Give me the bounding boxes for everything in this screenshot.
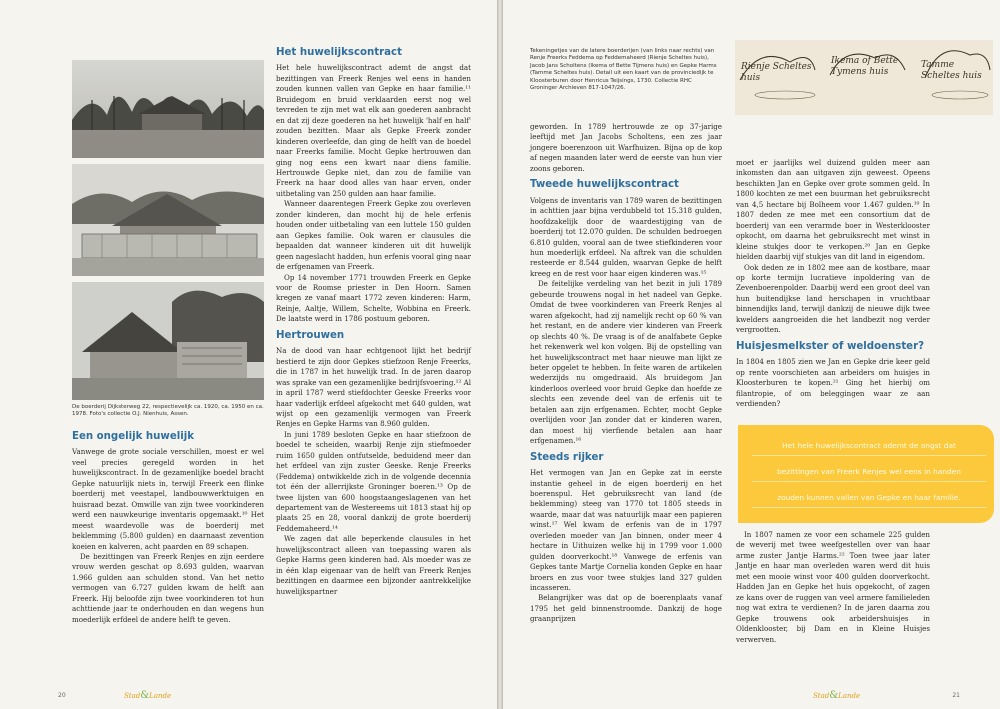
paragraph: Het vermogen van Jan en Gepke zat in eerste instantie geheel in de eigen boerderij en het boerenspul. Het gebruiksrecht van land (de beklemming) steeg van 1770 tot 1805 steeds in waarde, maar dat was natuurlijk maar een papieren winst.¹⁷ Wel kwam de erfenis van de in 1797 overleden moeder van Jan binnen, onder meer 4 hectare in Uithuizen welke hij in 1799 voor 1.000 gulden doorverkocht.¹⁸ Vanwege de erfenis van Gepkes tante Martje Cornelia konden Gepke en haar broers en zus voor twee stukjes land 327 gulden incasseren. — [530, 468, 722, 593]
logo-word-stad: Stad — [124, 692, 141, 700]
paragraph: moet er jaarlijks wel duizend gulden meer aan inkomsten dan aan uitgaven zijn geweest. Opeens beschikten Jan en Gepke over grote sommen geld. In 1800 kochten ze met een buurman het gebruiksrecht van 4,5 hectare bij Bolheem voor 1.467 gulden.¹⁹ In 1807 deden ze mee met een consortium dat de boerderij van een verarmde boer in Westerklooster opkocht, om daarna het gebruiksrecht met winst in kleine stukjes door te verkopen.²⁰ Jan en Gepke hielden daarbij vijf stukjes van dit land in eigendom. — [736, 158, 930, 262]
photo-caption: De boerderij Dijksterweg 22, respectievelijk ca. 1920, ca. 1950 en ca. 1978. Foto's collectie O.J. Nienhuis, Assen. — [72, 404, 264, 418]
logo-ampersand: & — [140, 690, 150, 701]
magazine-logo — [124, 690, 171, 701]
heading-steeds-rijker: Steeds rijker — [530, 451, 604, 463]
pull-quote-line: Het hele huwelijkscontract ademt de angst dat — [752, 441, 986, 456]
paragraph: Wanneer daarentegen Freerk Gepke zou overleven zonder kinderen, dan mocht hij de hele erfenis houden onder uitbetaling van een luttele 150 gulden aan Gepkes familie. Ook waren er clausules die bepaalden dat wanneer kinderen uit dit huwelijk geen nageslacht hadden, hun erfenis vooral ging naar de erfgenamen van Freerk. — [276, 199, 471, 272]
paragraph: In 1807 namen ze voor een schamele 225 gulden de weverij met twee weefgestellen over van haar arme zuster Jantje Harms.²² Toen twee jaar later Jantje en haar man overleden waren werd dit huis met een mooie winst voor 400 gulden doorverkocht. Hadden Jan en Gepke het huis opgekocht, of zagen ze kans over de ruggen van veel armere familieleden nog wat extra te verdienen? In de jaren daarna zou Gepke trouwens ook arbeidershuisjes in Oldenklooster, bij Dam en in Kleine Huisjes verwerven. — [736, 530, 930, 644]
heading-tweede-huwelijkscontract: Tweede huwelijkscontract — [530, 179, 679, 191]
paragraph: Het hele huwelijkscontract ademt de angst dat bezittingen van Freerk Renjes wel eens in handen zouden kunnen vallen van Gepke en haar familie.¹¹ Bruidegom en bruid verklaarden eerst nog wel tevreden te zijn met wat elk aan goederen aanbracht en dat zij deze goederen na het huwelijk 'half en half' zouden bezitten. Maar als Gepke Freerk zonder kinderen overleefde, dan ging de helft van de boedel naar Freerks familie. Mocht Gepke hertrouwen dan ging nog eens een kwart naar diens familie. Hertrouwde Gepke niet, dan zou de familie van Freerk na haar dood alles van haar erven, onder uitbetaling van 250 gulden aan haar familie. — [276, 63, 471, 198]
paragraph: De bezittingen van Freerk Renjes en zijn eerdere vrouw werden geschat op 8.693 gulden, waarvan 1.966 gulden aan schulden stond. Van het netto vermogen van 6.727 gulden kwam de helft aan Freerk. Hij beloofde zijn twee voorkinderen tot hun achttiende jaar te onderhouden en dan wegens hun moederlijk erfdeel de andere helft te geven. — [72, 551, 264, 624]
right-column-2-continued — [736, 530, 930, 645]
paragraph: Vanwege de grote sociale verschillen, moest er wel veel precies geregeld worden in het huwelijkscontract. In de gezamenlijke boedel bracht Gepke natuurlijk niets in, terwijl Freerk een flinke boerderij met veestapel, landbouwwerktuigen en huisraad bezat. Omwille van zijn twee voorkinderen werd een nauwkeurige inventaris opgemaakt.¹⁰ Het meest waardevolle was de boerderij met beklemming (5.800 gulden) en daarnaast zevention koeien en kalveren, acht paarden en 89 schapen. — [72, 447, 264, 551]
logo-word-lande: Lande — [149, 692, 172, 700]
paragraph: Belangrijker was dat op de boerenplaats vanaf 1795 het geld binnenstroomde. Dankzij de hoge graanprijzen — [530, 593, 722, 624]
page-number: 21 — [952, 692, 960, 699]
page-number: 20 — [58, 692, 66, 699]
right-column-2 — [736, 158, 930, 409]
paragraph: Volgens de inventaris van 1789 waren de bezittingen in achttien jaar bijna verdubbeld tot 15.318 gulden, hoofdzakelijk door de waardestijging van de boerderij tot 12.070 gulden. De schulden bedroegen 6.810 gulden, vooral aan de twee stiefkinderen voor hun moederlijk erfdeel. Na aftrek van die schulden resteerde er 8.544 gulden, waarvan Gepke de helft kreeg en de rest voor haar eigen kinderen was.¹⁵ — [530, 195, 722, 278]
logo-ampersand: & — [829, 690, 839, 701]
left-column-2 — [276, 48, 471, 597]
drawing-label-tamme: Tamme Scheltes huis — [921, 60, 982, 81]
farm-photo-1920 — [72, 60, 264, 158]
paragraph: geworden. In 1789 hertrouwde ze op 37-jarige leeftijd met Jan Jacobs Scholtens, een zes jaar jongere boerenzoon uit Warfhuizen. Bijna op de kop af negen maanden later werd de eerste van hun vier zoons geboren. — [530, 122, 722, 173]
left-column-1 — [72, 432, 264, 625]
farm-photo-1950 — [72, 164, 264, 276]
drawing-label-rienje: Rienje Scheltes huis — [741, 62, 812, 83]
paragraph: De feitelijke verdeling van het bezit in juli 1789 gebeurde trouwens nogal in het nadeel van Gepke. Omdat de twee voorkinderen van Freerk Renjes al waren afgekocht, had zij namelijk recht op 60 % van het restant, en de andere vier kinderen van Freerk op slechts 40 %. De vraag is of de analfabete Gepke het rekenwerk wel kon volgen. Bij de opstelling van het huwelijkscontract met haar nieuwe man lijkt ze beter opgelet te hebben. In feite waren de artikelen wederzijds nu omgedraaid. Als bruidegom Jan kinderloos overleed voor bruid Gepke dan hoefde ze slechts een zevende deel van de erfenis uit te betalen aan zijn erfgenamen. Echter, mocht Gepke overlijden voor Jan zonder dat er kinderen waren, dan moest hij vierfiende betalen aan haar erfgenamen.¹⁶ — [530, 279, 722, 446]
paragraph: In 1804 en 1805 zien we Jan en Gepke drie keer geld op rente voorschieten aan arbeiders om huisjes in Kloosterburen te kopen.²¹ Ging het hierbij om filantropie, of om beleggingen waar ze aan verdienden? — [736, 357, 930, 408]
pull-quote-line: zouden kunnen vallen van Gepke en haar familie. — [752, 493, 986, 508]
paragraph: Op 14 november 1771 trouwden Freerk en Gepke voor de Roomse priester in Den Hoorn. Samen kregen ze vanaf maart 1772 zeven kinderen: Harm, Reinje, Aaltje, Willem, Schelte, Wobbina en Freerk. De laatste werd in 1786 postuum geboren. — [276, 272, 471, 324]
historic-farm-drawings — [735, 40, 993, 115]
pull-quote-line: bezittingen van Freerk Renjes wel eens in handen — [752, 467, 986, 482]
heading-huisjesmelkster: Huisjesmelkster of weldoenster? — [736, 340, 925, 352]
pull-quote-box — [738, 425, 994, 523]
drawing-label-ikema: Ikema of Bette Tymens huis — [831, 56, 899, 77]
paragraph: Na de dood van haar echtgenoot lijkt het bedrijf bestierd te zijn door Gepkes stiefzoon Renje Freerks, die in 1787 in het huwelijk trad. In de jaren daarop was sprake van een gezamenlijke bedrijfsvoering.¹² Al in april 1787 werd stiefdochter Geeske Freerks voor haar vaderlijk erfdeel afgekocht met 640 gulden, wat wijst op een gezamenlijk vermogen van Freerk Renjes en Gepke Harms van 8.960 gulden. — [276, 346, 471, 429]
farm-photo-1978 — [72, 282, 264, 400]
magazine-logo — [813, 690, 860, 701]
logo-word-lande: Lande — [838, 692, 861, 700]
logo-word-stad: Stad — [813, 692, 830, 700]
right-column-1 — [530, 122, 722, 625]
drawing-caption: Tekeningetjes van de latere boerderijen (van links naar rechts) van Renje Freerks Feddema op Feddemaheerd (Rienje Scheltes huis), Jacob Jans Scholtens (Ikema of Bette Tijmens huis) en Gepke Harms (Tamme Scheltes huis). Detail uit een kaart van de provinciedijk te Kloosterburen door Henricus Teijsings, 1730. Collectie RHC Groninger Archieven 817-1047/26. — [530, 48, 717, 92]
paragraph: We zagen dat alle beperkende clausules in het huwelijkscontract alleen van toepassing waren als Gepke Harms geen kinderen had. Als moeder was ze in één klap eigenaar van de helft van Freerk Renjes bezittingen en daarmee een bijzonder aantrekkelijke huwelijkspartner — [276, 534, 471, 596]
paragraph: In juni 1789 besloten Gepke en haar stiefzoon de boedel te scheiden, waarbij Renje zijn stiefmoeder ruim 1650 gulden ontfutselde, beduidend meer dan het erfdeel van zijn zuster Geeske. Renje Freerks (Feddema) ontwikkelde zich in de volgende decennia tot één der allerrijkste Groninger boeren.¹³ Op de twee lijsten van 600 hoogstaangeslagenen van het departement van de Westereems uit 1813 staat hij op plaats 25 en 28, vooral dankzij de grote boerderij Feddemaheerd.¹⁴ — [276, 429, 471, 533]
heading-hertrouwen: Hertrouwen — [276, 329, 345, 341]
heading-het-huwelijkscontract: Het huwelijkscontract — [276, 47, 402, 58]
left-page — [0, 0, 497, 709]
paragraph: Ook deden ze in 1802 mee aan de kostbare, maar op korte termijn lucratieve inpoldering van de Zevenboerenpolder. Daarbij werd een groot deel van hun buitendijkse land herschapen in vruchtbaar binnendijks land, terwijl dankzij de nieuwe dijk twee kwelders aangroeiden die het landbezit nog verder vergrootten. — [736, 262, 930, 335]
heading-een-ongelijk-huwelijk: Een ongelijk huwelijk — [72, 431, 194, 442]
